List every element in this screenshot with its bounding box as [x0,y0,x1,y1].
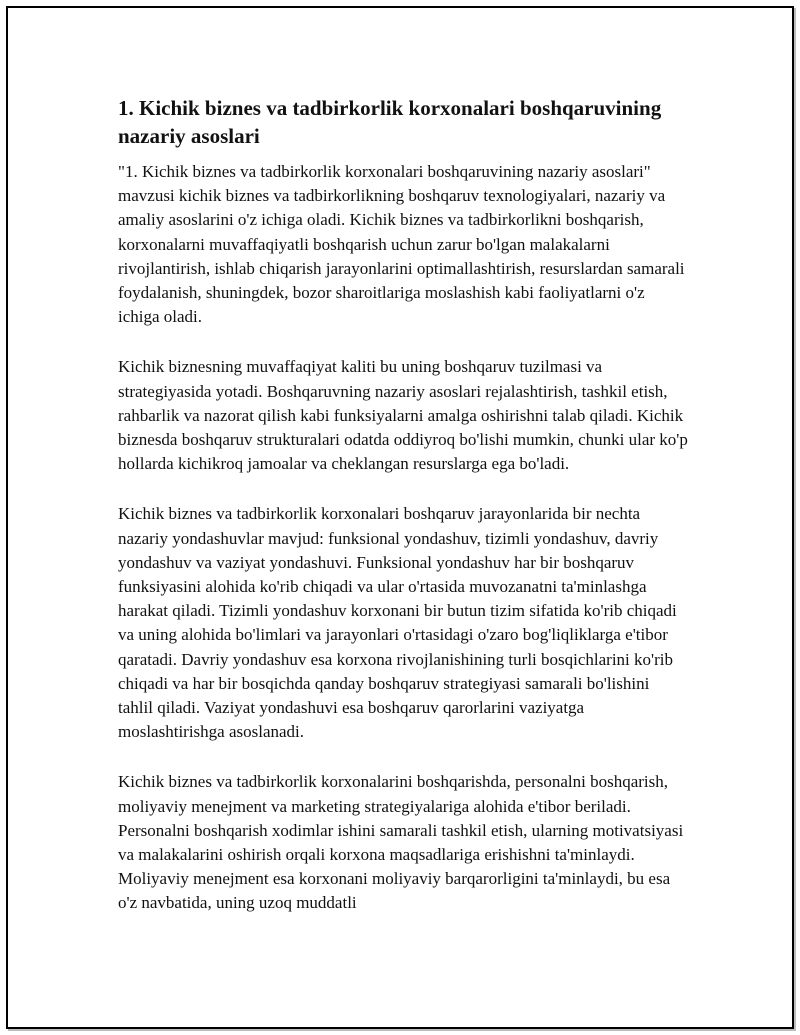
paragraph-2: Kichik biznesning muvaffaqiyat kaliti bu uning boshqaruv tuzilmasi va strategiyasida yotadi. Boshqaruvning nazariy asoslari rejalashtirish, tashkil etish, rahbarlik va nazorat qilish kabi funksiyalarni amalga oshirishni talab qiladi. Kichik biznesda boshqaruv strukturalari odatda oddiyroq bo'lishi mumkin, chunki ular ko'p hollarda kichikroq jamoalar va cheklangan resurslarga ega bo'ladi. [118,357,688,474]
paragraph-1: "1. Kichik biznes va tadbirkorlik korxonalari boshqaruvining nazariy asoslari" mavzusi kichik biznes va tadbirkorlikning boshqaruv texnologiyalari, nazariy va amaliy asoslarini o'z ichiga oladi. Kichik biznes va tadbirkorlikni boshqarish, korxonalarni muvaffaqiyatli boshqarish uchun zarur bo'lgan malakalarni rivojlantirish, ishlab chiqarish jarayonlarini optimallashtirish, resurslardan samarali foydalanish, shuningdek, bozor sharoitlariga moslashish kabi faoliyatlarni o'z ichiga oladi. [118,162,685,327]
document-body [118,94,688,942]
paragraph-4: Kichik biznes va tadbirkorlik korxonalarini boshqarishda, personalni boshqarish, moliyaviy menejment va marketing strategiyalariga alohida e'tibor beriladi. Personalni boshqarish xodimlar ishini samarali tashkil etish, ularning motivatsiyasi va malakalarini oshirish orqali korxona maqsadlariga erishishni ta'minlaydi. Moliyaviy menejment esa korxonani moliyaviy barqarorligini ta'minlaydi, bu esa o'z navbatida, uning uzoq muddatli [118,772,684,913]
section-heading: 1. Kichik biznes va tadbirkorlik korxonalari boshqaruvining nazariy asoslari [118,96,662,148]
paragraph-3: Kichik biznes va tadbirkorlik korxonalari boshqaruv jarayonlarida bir nechta nazariy yondashuvlar mavjud: funksional yondashuv, tizimli yondashuv, davriy yondashuv va vaziyat yondashuvi. Funksional yondashuv har bir boshqaruv funksiyasini alohida ko'rib chiqadi va ular o'rtasida muvozanatni ta'minlashga harakat qiladi. Tizimli yondashuv korxonani bir butun tizim sifatida ko'rib chiqadi va uning alohida bo'limlari va jarayonlari o'rtasidagi o'zaro bog'liqliklarga e'tibor qaratadi. Davriy yondashuv esa korxona rivojlanishining turli bosqichlarini ko'rib chiqadi va har bir bosqichda qanday boshqaruv strategiyasi samarali bo'lishini tahlil qiladi. Vaziyat yondashuvi esa boshqaruv qarorlarini vaziyatga moslashtirishga asoslanadi. [118,504,677,742]
